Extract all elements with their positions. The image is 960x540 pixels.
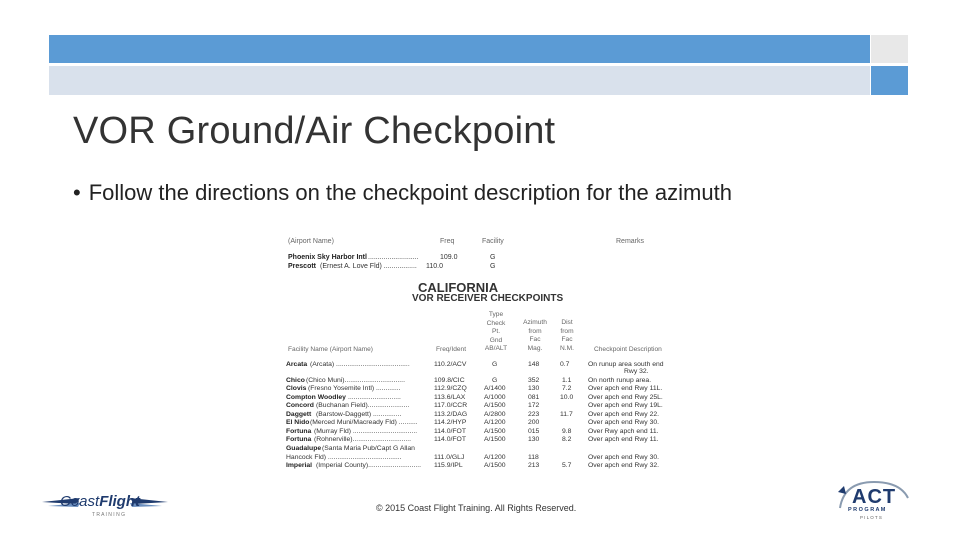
act-program-logo: [830, 478, 912, 522]
top-row-1-facility: G: [490, 254, 496, 261]
table-row: Imperial (Imperial County)............................ 115.9/IPL A/1500 213 5.7 Over apch end Rwy 32.: [286, 462, 660, 469]
top-header-freq: Freq: [440, 238, 455, 245]
top-row-1-dots: ..........................: [368, 254, 419, 261]
bullet-item: [73, 180, 732, 206]
table-row: Concord (Buchanan Field)...................... 117.0/CCR A/1500 172 Over apch end Rwy 19L.: [286, 402, 663, 409]
doc-state-title: CALIFORNIA: [418, 280, 499, 295]
logo-tagline: T R A I N I N G: [92, 512, 125, 518]
table-row: Hancock Fld) ....................................... 111.0/GLJ A/1200 118 Over apch end Rwy 30.: [286, 454, 660, 461]
top-row-2-name: Prescott: [288, 263, 317, 270]
col-header-type: Type Check Pt. Gnd AB/ALT: [484, 311, 508, 353]
top-header-name: (Airport Name): [288, 238, 334, 245]
header-band-corner-light: [871, 35, 908, 63]
bullet-text: Follow the directions on the checkpoint description for the azimuth: [88, 180, 732, 205]
col-header-desc: Checkpoint Description: [594, 346, 662, 353]
col-header-dist: Dist from Fac N.M.: [560, 319, 574, 352]
logo-word-flight: Flight: [99, 493, 141, 510]
top-row-2-suffix: (Ernest A. Love Fld) .................: [320, 263, 417, 270]
slide-title: VOR Ground/Air Checkpoint: [73, 110, 556, 152]
top-row-1-freq: 109.0: [440, 254, 458, 261]
copyright-text: © 2015 Coast Flight Training. All Rights Reserved.: [376, 503, 577, 513]
bullet-dot: •: [73, 180, 81, 205]
top-header-remarks: Remarks: [616, 238, 645, 245]
table-row: Guadalupe (Santa Maria Pub/Capt G Allan: [286, 445, 415, 452]
col-header-freq: Freq/Ident: [436, 346, 467, 353]
doc-subtitle: VOR RECEIVER CHECKPOINTS: [412, 293, 564, 304]
checkpoint-table-image: [286, 236, 676, 472]
header-band-light: [49, 66, 870, 95]
top-header-facility: Facility: [482, 238, 504, 245]
table-row: Clovis (Fresno Yosemite Intl) ............. 112.9/CZQ A/1400 130 7.2 Over apch end Rwy 11L.: [286, 385, 663, 392]
coast-flight-logo: [40, 488, 170, 524]
table-row: Fortuna (Rohnerville)............................... 114.0/FOT A/1500 130 8.2 Over apch end Rwy 11.: [286, 436, 659, 443]
table-row: Chico (Chico Muni)................................ 109.8/CIC G 352 1.1 On north runup area.: [286, 377, 652, 384]
table-row: Fortuna (Murray Fld) .................................. 114.0/FOT A/1500 015 9.8 Over Rwy apch end 11.: [286, 428, 659, 435]
act-wordmark: ACT: [852, 486, 897, 508]
table-row: Compton Woodley ............................ 113.6/LAX A/1000 081 10.0 Over apch end Rwy 25L.: [286, 394, 663, 401]
top-row-1-name: Phoenix Sky Harbor Intl: [288, 254, 367, 261]
top-row-2-freq: 110.0: [426, 263, 443, 270]
act-tagline-2: P I L O T S: [860, 515, 882, 520]
col-header-facility: Facility Name (Airport Name): [288, 346, 374, 353]
col-header-azimuth: Azimuth from Fac Mag.: [523, 319, 547, 352]
logo-word-coast: Coast: [60, 493, 100, 510]
top-row-2-facility: G: [490, 263, 496, 270]
act-tagline: P R O G R A M: [848, 507, 886, 513]
table-row-continuation: Rwy 32.: [624, 368, 649, 375]
table-row: Daggett (Barstow-Daggett) ............... 113.2/DAG A/2800 223 11.7 Over apch end Rwy 22.: [286, 411, 660, 418]
table-row: Arcata (Arcata) ....................................... 110.2/ACV G 148 0.7 On runup area south end: [286, 361, 664, 368]
header-band-corner-dark: [871, 66, 908, 95]
header-band-dark: [49, 35, 870, 63]
table-row: El Nido (Merced Muni/Macready Fld) .......... 114.2/HYP A/1200 200 Over apch end Rwy 30.: [286, 419, 660, 426]
